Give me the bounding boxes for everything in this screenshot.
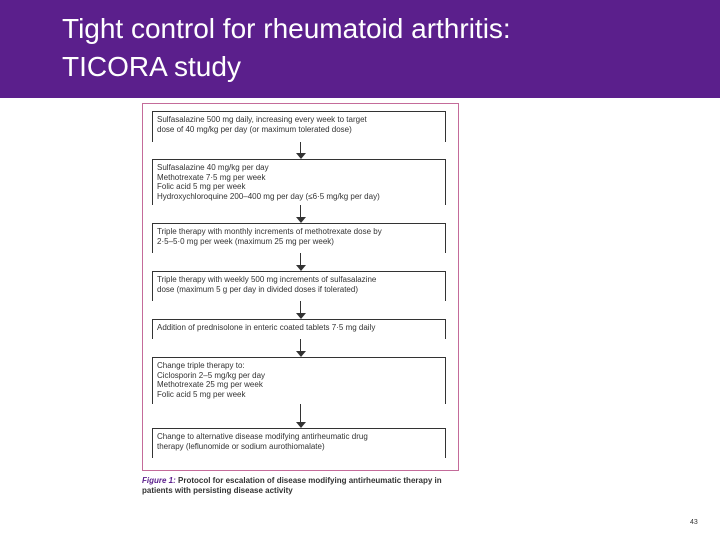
step-text-line: therapy (leflunomide or sodium aurothiomalate) — [157, 441, 325, 451]
figure-caption-label: Figure 1: — [142, 476, 176, 485]
step-text-line: dose (maximum 5 g per day in divided doses if tolerated) — [157, 284, 358, 294]
slide-title — [62, 10, 662, 86]
figure-caption — [142, 476, 462, 496]
step-text-line: Change to alternative disease modifying antirheumatic drug — [157, 432, 368, 441]
step-1-sulfasalazine-start — [152, 111, 446, 142]
flow-arrow — [296, 142, 306, 159]
step-5-prednisolone — [152, 319, 446, 339]
step-text-line: Triple therapy with monthly increments of methotrexate dose by — [157, 227, 382, 236]
step-text-line: Methotrexate 7·5 mg per week — [157, 172, 266, 182]
step-text-line: Triple therapy with weekly 500 mg increments of sulfasalazine — [157, 275, 377, 284]
page-number: 43 — [690, 519, 698, 526]
step-2-triple-therapy — [152, 159, 446, 205]
slide-title-line-1: Tight control for rheumatoid arthritis: — [62, 13, 511, 44]
step-text-line: dose of 40 mg/kg per day (or maximum tolerated dose) — [157, 124, 352, 134]
flow-arrow — [296, 205, 306, 223]
step-text-line: Folic acid 5 mg per week — [157, 182, 246, 191]
figure-caption-text: Protocol for escalation of disease modifying antirheumatic therapy in patients with persisting disease activity — [142, 476, 442, 495]
title-bar — [0, 0, 720, 98]
flow-arrow — [296, 301, 306, 319]
step-6-change-triple-therapy — [152, 357, 446, 404]
step-text-line: Sulfasalazine 40 mg/kg per day — [157, 163, 269, 172]
step-text-line: 2·5–5·0 mg per week (maximum 25 mg per week) — [157, 236, 334, 246]
flow-arrow — [296, 339, 306, 357]
step-text-line: Change triple therapy to: — [157, 361, 245, 370]
step-text-line: Addition of prednisolone in enteric coated tablets 7·5 mg daily — [157, 323, 376, 332]
step-text-line: Folic acid 5 mg per week — [157, 389, 246, 399]
step-text-line: Sulfasalazine 500 mg daily, increasing every week to target — [157, 115, 367, 124]
flow-arrow — [296, 404, 306, 428]
slide-title-line-2: TICORA study — [62, 51, 241, 82]
step-7-alternative-dmard — [152, 428, 446, 458]
step-text-line: Methotrexate 25 mg per week — [157, 380, 263, 389]
step-text-line: Ciclosporin 2–5 mg/kg per day — [157, 370, 266, 380]
step-4-sulfasalazine-increments — [152, 271, 446, 301]
flowchart-figure — [142, 103, 459, 471]
step-3-methotrexate-increments — [152, 223, 446, 253]
flow-arrow — [296, 253, 306, 271]
step-text-line: Hydroxychloroquine 200–400 mg per day (≤6·5 mg/kg per day) — [157, 191, 380, 201]
